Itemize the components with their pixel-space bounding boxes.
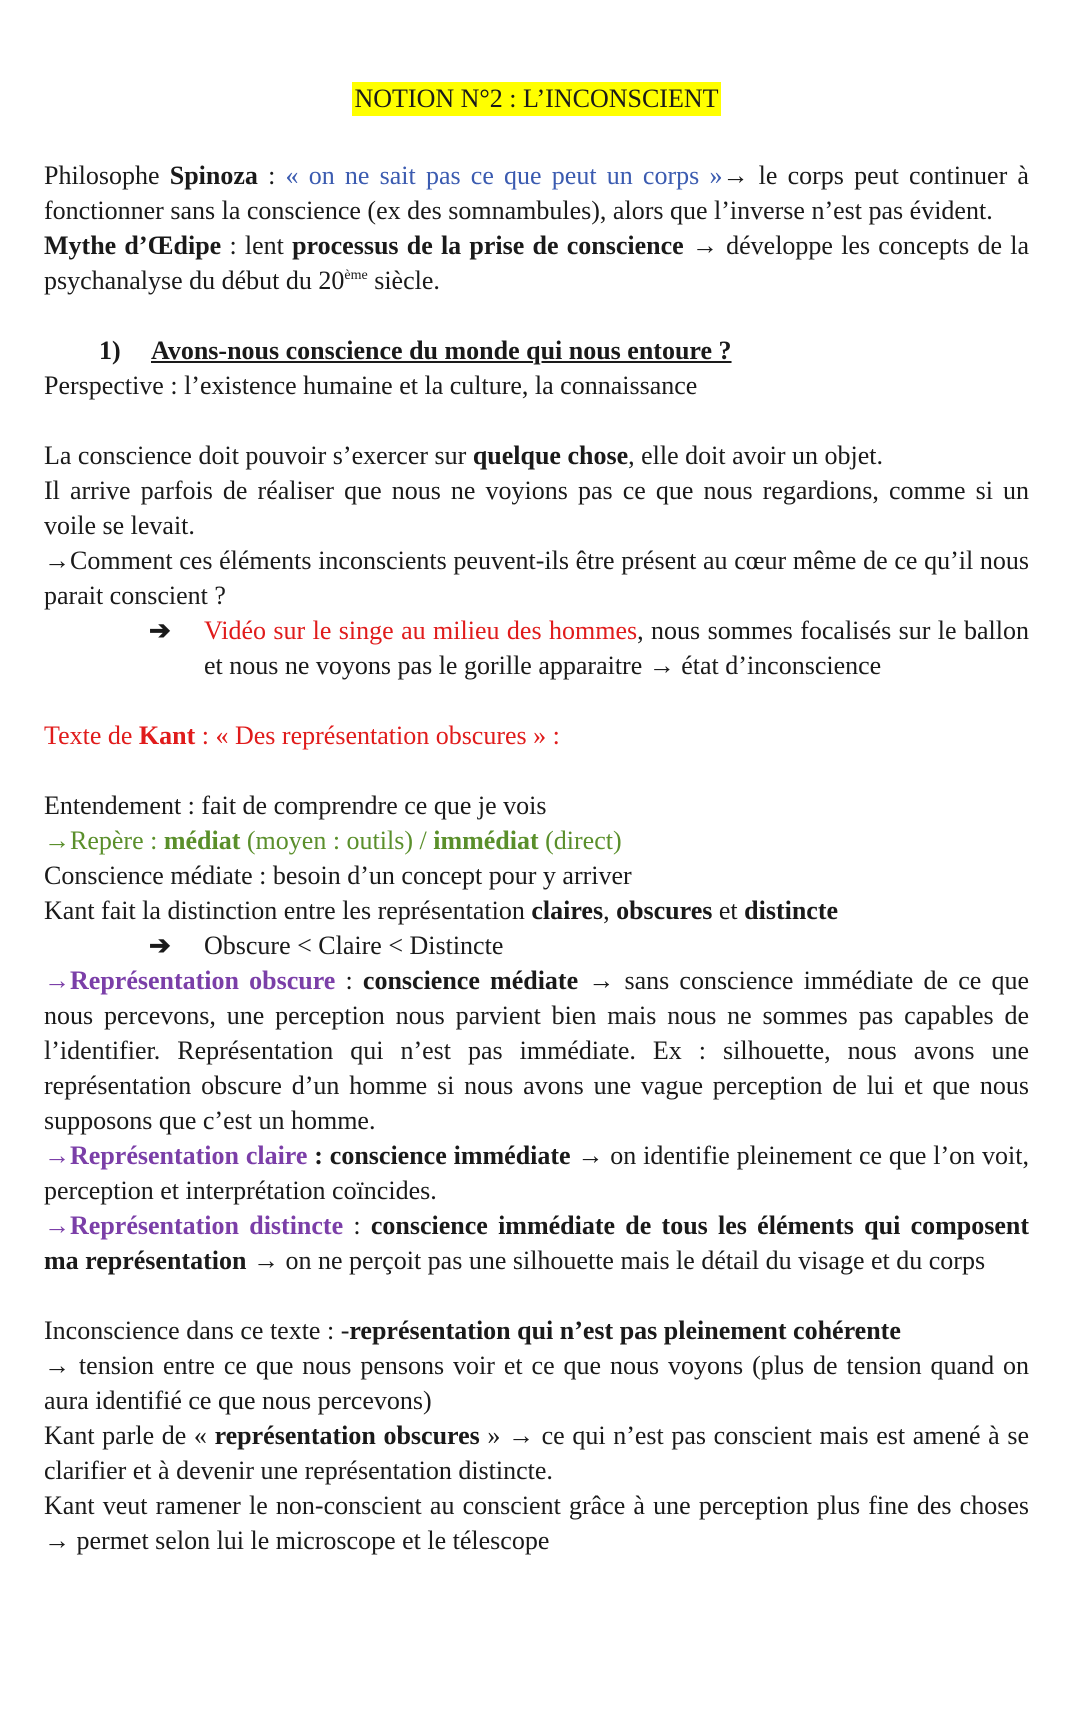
oedipe-paragraph: [44, 228, 1029, 298]
text-span: :: [343, 1211, 371, 1240]
arrow-right-icon: ➔: [149, 931, 171, 960]
bold-span: conscience immédiate: [329, 1141, 571, 1170]
text-span: (direct): [538, 826, 622, 855]
superscript: ème: [344, 268, 368, 283]
bold-span: claires: [531, 896, 604, 925]
video-title: Vidéo sur le singe au milieu des hommes: [204, 616, 638, 645]
section-number: 1): [99, 336, 121, 365]
spinoza-quote: « on ne sait pas ce que peut un corps »: [285, 161, 723, 190]
kant-parle-paragraph: [44, 1418, 1029, 1488]
text-span: → développe les concepts de la psychanalyse du début du 20: [44, 231, 1029, 295]
bold-span: conscience médiate: [362, 966, 579, 995]
bold-span: représentation obscures: [214, 1421, 480, 1450]
text-span: La conscience doit pouvoir s’exercer sur: [44, 441, 473, 470]
text-span: , elle doit avoir un objet.: [628, 441, 884, 470]
bold-span: conscience immédiate de tous les éléments qui composent ma représentation: [44, 1211, 1030, 1275]
conscience-line: [44, 438, 1029, 473]
video-bullet: [44, 613, 1029, 683]
text-span: :: [335, 966, 363, 995]
bold-span: quelque chose: [472, 441, 629, 470]
bold-span: obscures: [616, 896, 713, 925]
text-span: → on ne perçoit pas une silhouette mais le détail du visage et du corps: [246, 1246, 986, 1275]
kant-name: Kant: [138, 721, 196, 750]
entendement-line: Entendement : fait de comprendre ce que je vois: [44, 791, 547, 820]
repere-line: [44, 823, 1029, 858]
arrow-right-icon: ➔: [149, 616, 171, 645]
voile-paragraph: Il arrive parfois de réaliser que nous ne voyions pas ce que nous regardions, comme si un voile se levait.: [44, 476, 1029, 540]
text-span: siècle.: [367, 266, 440, 295]
inconscience-paragraph: [44, 1313, 1029, 1418]
distincte-label: →Représentation distincte: [44, 1211, 344, 1240]
text-span: → tension entre ce que nous pensons voir et ce que nous voyons (plus de tension quand on aura identifié ce que nous percevons): [44, 1351, 1029, 1415]
mythe-oedipe: Mythe d’Œdipe: [44, 231, 222, 260]
distinction-line: [44, 893, 1029, 928]
bold-span: représentation qui n’est pas pleinement cohérente: [349, 1316, 901, 1345]
obscure-label: →Représentation obscure: [44, 966, 336, 995]
text-span: :: [307, 1141, 330, 1170]
page-title: NOTION N°2 : L’INCONSCIENT: [352, 82, 720, 116]
bold-span: processus de la prise de conscience: [292, 231, 684, 260]
text-span: :: [257, 161, 286, 190]
kant-text-heading: [44, 718, 1029, 753]
text-span: , nous sommes focalisés sur le ballon et nous ne voyons pas le gorille apparaitre → état d’inconscience: [204, 616, 1029, 680]
title-block: [44, 82, 1029, 116]
text-span: Kant parle de «: [44, 1421, 215, 1450]
perspective-line: Perspective : l’existence humaine et la culture, la connaissance: [44, 371, 698, 400]
text-span: → sans conscience immédiate de ce que nous percevons, une perception nous parvient bien mais nous ne sommes pas capables de l’identifier. Représentation qui n’est pas immédiate. Ex : silhouette, nous avons une représentation obscure d’un homme si nous avons une vague perception de lui et que nous supposons que c’est un homme.: [44, 966, 1030, 1135]
text-span: → le corps peut continuer à fonctionner sans la conscience (ex des somnambules), alors que l’inverse n’est pas évident.: [44, 161, 1029, 225]
text-span: : lent: [221, 231, 293, 260]
bold-span: médiat: [163, 826, 241, 855]
text-span: → on identifie pleinement ce que l’on voit, perception et interprétation coïncides.: [44, 1141, 1029, 1205]
bold-span: immédiat: [433, 826, 539, 855]
spinoza-paragraph: [44, 158, 1029, 228]
order-text: Obscure < Claire < Distincte: [204, 931, 504, 960]
text-span: Texte de: [44, 721, 139, 750]
text-span: Kant fait la distinction entre les représentation: [44, 896, 532, 925]
text-span: et: [712, 896, 745, 925]
text-span: ,: [603, 896, 617, 925]
text-span: Philosophe: [44, 161, 170, 190]
kant-ramener-paragraph: Kant veut ramener le non-conscient au conscient grâce à une perception plus fine des choses → permet selon lui le microscope et le télescope: [44, 1491, 1029, 1555]
document-page: [44, 82, 1029, 1558]
claire-label: →Représentation claire: [44, 1141, 308, 1170]
text-span: (moyen : outils) /: [240, 826, 434, 855]
text-span: : « Des représentation obscures » :: [195, 721, 560, 750]
text-span: Inconscience dans ce texte : -: [44, 1316, 350, 1345]
order-bullet: [44, 928, 1029, 963]
spinoza-name: Spinoza: [169, 161, 258, 190]
section-heading: [99, 333, 1029, 368]
text-span: →Repère :: [44, 826, 164, 855]
bold-span: distincte: [744, 896, 839, 925]
distincte-paragraph: [44, 1208, 1029, 1278]
question-paragraph: →Comment ces éléments inconscients peuvent-ils être présent au cœur même de ce qu’il nous parait conscient ?: [44, 546, 1029, 610]
section-heading-text: Avons-nous conscience du monde qui nous entoure ?: [151, 336, 732, 365]
conscience-mediate-line: Conscience médiate : besoin d’un concept pour y arriver: [44, 861, 632, 890]
claire-paragraph: [44, 1138, 1029, 1208]
obscure-paragraph: [44, 963, 1029, 1138]
text-span: » → ce qui n’est pas conscient mais est amené à se clarifier et à devenir une représentation distincte.: [44, 1421, 1030, 1485]
